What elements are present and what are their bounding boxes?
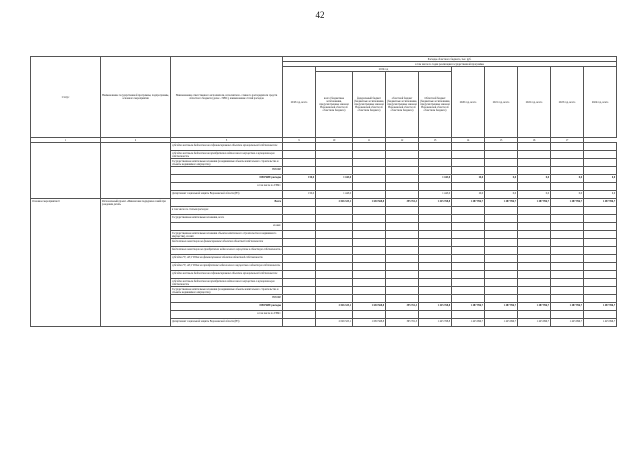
value-cell [353,143,386,151]
value-cell [485,239,518,247]
value-cell [353,167,386,175]
page-number: 42 [315,10,325,20]
header-2019-total: всего (бюджетные ассигнования, предусмотренные законом Воронежской области об областном бюджете) [316,72,353,138]
value-cell [485,255,518,263]
value-cell [386,271,419,279]
value-cell: 1 487 996,7 [452,303,485,311]
value-cell [518,159,551,167]
value-cell [485,143,518,151]
value-cell [452,263,485,271]
value-cell [485,215,518,223]
value-cell: 2 026 325,1 [316,199,353,207]
value-cell [419,167,452,175]
value-cell [452,239,485,247]
value-cell [386,207,419,215]
value-cell: 1 487 996,7 [518,199,551,207]
value-cell [551,255,584,263]
value-cell: 10,0 [452,175,485,183]
expense-label: Государственные капитальные вложения (в недвижимые объекты капитального строительства и объекты недвижимого имущества) [171,159,283,167]
value-cell [518,151,551,159]
value-cell [353,247,386,255]
value-cell [584,295,617,303]
expense-label: ПРОЧИЕ расходы [171,303,283,311]
value-cell [283,239,316,247]
value-cell: 0,0 [551,191,584,199]
value-cell [518,223,551,231]
value-cell [283,151,316,159]
value-cell: 1 425 996,7 [551,319,584,327]
value-cell [353,223,386,231]
value-cell [283,319,316,327]
value-cell [518,247,551,255]
expense-label: НИОКР [171,167,283,175]
column-number: 12 [386,138,419,143]
value-cell [386,231,419,239]
value-cell: 0,0 [485,175,518,183]
value-cell [452,247,485,255]
value-cell [353,295,386,303]
value-cell [452,151,485,159]
value-cell [353,191,386,199]
value-cell: 2 026 325,1 [316,303,353,311]
header-status: Статус [31,57,101,138]
expense-label: ПРОЧИЕ расходы [171,175,283,183]
value-cell [419,223,452,231]
value-cell [518,183,551,191]
value-cell [518,167,551,175]
column-number: 17 [551,138,584,143]
value-cell [518,215,551,223]
header-2019-extra: Областной бюджет (бюджетные ассигнования, предусмотренные законом Воронежской области об областном бюджете) [419,72,452,138]
value-cell [584,287,617,295]
value-cell [452,159,485,167]
value-cell: 395 761,3 [386,199,419,207]
value-cell [551,183,584,191]
value-cell: 1 425 768,8 [419,319,452,327]
value-cell [452,167,485,175]
header-2023: 2023 год, всего [551,67,584,138]
value-cell: 0,0 [551,175,584,183]
expense-label: Государственные капитальные вложения (в недвижимые объекты капитального строительства и объекты недвижимого имущества) [171,287,283,295]
value-cell [419,159,452,167]
value-cell [485,167,518,175]
value-cell [419,247,452,255]
value-cell [518,263,551,271]
value-cell [316,239,353,247]
value-cell [419,215,452,223]
value-cell [316,223,353,231]
value-cell [584,247,617,255]
value-cell [386,287,419,295]
header-budget-sub: в том числе по годам реализации государственной программы [283,62,617,67]
value-cell [584,279,617,287]
value-cell [419,311,452,319]
value-cell: 1 443,0 [419,175,452,183]
value-cell [518,279,551,287]
value-cell [419,239,452,247]
value-cell [419,279,452,287]
value-cell [283,295,316,303]
value-cell [551,263,584,271]
header-2020: 2020 год, всего [452,67,485,138]
value-cell [551,151,584,159]
value-cell [551,247,584,255]
value-cell [452,143,485,151]
value-cell [551,215,584,223]
column-number: 14 [452,138,485,143]
value-cell [485,263,518,271]
value-cell [386,175,419,183]
value-cell [518,287,551,295]
expense-label: субсидии местным бюджетам на софинансирование объектов муниципальной собственности [171,143,283,151]
expense-label: субсидии местным бюджетам на софинансирование объектов муниципальной собственности [171,271,283,279]
value-cell: 10,0 [452,191,485,199]
value-cell [353,311,386,319]
value-cell [584,223,617,231]
value-cell: 1 425 996,7 [584,319,617,327]
program-cell-empty [101,143,171,199]
value-cell [485,207,518,215]
value-cell [518,255,551,263]
table-row [31,143,617,151]
value-cell [485,183,518,191]
expense-label: из них: [171,223,283,231]
header-2024: 2024 год, всего [584,67,617,138]
value-cell [551,239,584,247]
value-cell [485,247,518,255]
value-cell [452,183,485,191]
column-number: 2 [101,138,171,143]
status-cell: Основное мероприятие 6 [31,199,101,327]
expense-label: Всего [171,199,283,207]
value-cell [518,239,551,247]
value-cell [283,215,316,223]
value-cell [283,167,316,175]
value-cell [316,207,353,215]
value-cell [316,215,353,223]
value-cell [518,143,551,151]
value-cell [419,255,452,263]
value-cell: 395 761,3 [386,319,419,327]
expense-label: бюджетные инвестиции на финансирование объектов областной собственности [171,239,283,247]
value-cell [316,287,353,295]
expense-label: субсидии ГУ, АУ, ГУПам на финансирование объектов областной собственности [171,255,283,263]
header-2019: 2019 год [316,67,452,72]
expense-label: субсидии ГУ, АУ, ГУПам на приобретение недвижимого имущества в областную собственность [171,263,283,271]
value-cell [485,231,518,239]
value-cell [551,223,584,231]
value-cell: 1 487 996,7 [551,199,584,207]
value-cell [386,183,419,191]
value-cell [419,263,452,271]
value-cell [419,207,452,215]
header-2022: 2022 год, всего [518,67,551,138]
expense-label: НИОКР [171,295,283,303]
value-cell: 150,0 [283,191,316,199]
value-cell [353,215,386,223]
value-cell: 1 630 568,8 [353,319,386,327]
value-cell [419,287,452,295]
value-cell [283,159,316,167]
value-cell: 1 487 996,7 [452,199,485,207]
value-cell: 0,0 [584,175,617,183]
value-cell [584,231,617,239]
value-cell [283,199,316,207]
column-number: 15 [485,138,518,143]
value-cell [283,143,316,151]
value-cell [283,207,316,215]
expense-label: субсидии местным бюджетам на приобретение недвижимого имущества в муниципальную собственность [171,151,283,159]
value-cell [316,271,353,279]
value-cell [485,279,518,287]
value-cell [316,255,353,263]
expense-label: в том числе по статьям расходов: [171,207,283,215]
value-cell: 1 487 996,7 [518,303,551,311]
header-2021: 2021 год, всего [485,67,518,138]
value-cell: 1 425 996,7 [518,319,551,327]
value-cell [283,287,316,295]
value-cell [584,167,617,175]
value-cell [419,143,452,151]
value-cell [485,159,518,167]
value-cell: 1 425 996,7 [485,319,518,327]
value-cell: 1 487 996,7 [485,303,518,311]
header-2019-federal: федеральный бюджет (бюджетные ассигнования, предусмотренные законом Воронежской области об областном бюджете) [353,72,386,138]
value-cell [419,271,452,279]
value-cell [584,143,617,151]
value-cell [419,231,452,239]
value-cell [386,279,419,287]
column-number: 3 [171,138,283,143]
value-cell: 1 487 996,7 [584,303,617,311]
value-cell [551,279,584,287]
value-cell: 1 443,0 [419,191,452,199]
value-cell [283,247,316,255]
value-cell [283,231,316,239]
value-cell [584,271,617,279]
value-cell [551,295,584,303]
value-cell [452,207,485,215]
value-cell: 1 425 768,8 [419,303,452,311]
value-cell [419,295,452,303]
value-cell [452,231,485,239]
value-cell [316,159,353,167]
value-cell [584,215,617,223]
value-cell [485,271,518,279]
expense-label: Государственные капитальные вложения, всего [171,215,283,223]
value-cell: 1 487 996,7 [485,199,518,207]
value-cell [353,239,386,247]
value-cell [316,247,353,255]
column-number: 16 [518,138,551,143]
value-cell [485,295,518,303]
value-cell [518,311,551,319]
value-cell: 1 443,0 [316,191,353,199]
header-budget-group: Расходы областного бюджета, тыс. руб. [283,57,617,62]
value-cell [283,223,316,231]
value-cell [386,263,419,271]
value-cell [584,263,617,271]
value-cell [551,159,584,167]
header-executor: Наименование ответственного исполнителя, исполнителя - главного распорядителя средств областного бюджета (далее - ГРБС), наименование статей расходов [171,57,283,138]
value-cell [452,255,485,263]
value-cell: 1 487 996,7 [584,199,617,207]
value-cell [584,151,617,159]
value-cell: 395 761,3 [386,303,419,311]
column-number: 9 [283,138,316,143]
value-cell: 1 630 568,8 [353,303,386,311]
value-cell [353,151,386,159]
value-cell [386,143,419,151]
value-cell [316,279,353,287]
expense-label: бюджетные инвестиции на приобретение недвижимого имущества в областную собственность [171,247,283,255]
value-cell [584,311,617,319]
value-cell [386,151,419,159]
value-cell [452,311,485,319]
value-cell [584,207,617,215]
value-cell [316,143,353,151]
status-cell-empty [31,143,101,199]
value-cell [283,271,316,279]
value-cell [283,311,316,319]
value-cell [452,223,485,231]
value-cell: 150,0 [283,175,316,183]
value-cell [353,287,386,295]
value-cell [485,223,518,231]
expense-label: Государственные капитальные вложения объекты капитального строительства и недвижимого имущества), из них: [171,231,283,239]
value-cell [386,215,419,223]
value-cell [283,255,316,263]
value-cell [551,207,584,215]
value-cell [386,311,419,319]
value-cell [316,263,353,271]
value-cell [316,167,353,175]
value-cell [386,191,419,199]
value-cell [518,295,551,303]
value-cell [386,223,419,231]
value-cell: 1 487 996,7 [551,303,584,311]
value-cell [452,271,485,279]
expense-label: субсидии местным бюджетам на приобретение недвижимого имущества в муниципальную собственность [171,279,283,287]
value-cell [551,231,584,239]
value-cell [584,183,617,191]
value-cell [386,167,419,175]
value-cell [353,207,386,215]
column-number: 10 [316,138,353,143]
program-cell: Региональный проект «Финансовая поддержка семей при рождении детей» [101,199,171,327]
expense-label: в том числе по ГРБС: [171,183,283,191]
value-cell [316,295,353,303]
value-cell: 0,0 [518,175,551,183]
value-cell: 1 425 768,8 [419,199,452,207]
value-cell: 1 630 568,8 [353,199,386,207]
value-cell [452,215,485,223]
value-cell [518,271,551,279]
expense-label: Департамент социальной защиты Воронежской области (ВЗ) [171,191,283,199]
value-cell [584,239,617,247]
value-cell [485,311,518,319]
value-cell [316,183,353,191]
value-cell [283,279,316,287]
value-cell [353,271,386,279]
budget-table [30,56,617,327]
value-cell [551,167,584,175]
value-cell [353,255,386,263]
column-number: 1 [31,138,101,143]
header-2018: 2018 год, всего [283,67,316,138]
value-cell [353,183,386,191]
column-number: 13 [419,138,452,143]
value-cell [353,175,386,183]
value-cell [551,143,584,151]
value-cell [283,183,316,191]
value-cell [353,231,386,239]
value-cell [316,231,353,239]
value-cell [353,263,386,271]
value-cell [452,287,485,295]
value-cell [584,159,617,167]
value-cell [551,311,584,319]
value-cell [283,303,316,311]
value-cell [386,239,419,247]
value-cell [419,183,452,191]
value-cell [386,295,419,303]
expense-label: Департамент социальной защиты Воронежской области (ВЗ) [171,319,283,327]
value-cell: 0,0 [584,191,617,199]
value-cell [551,287,584,295]
value-cell: 1 425 996,7 [452,319,485,327]
expense-label: в том числе по ГРБС: [171,311,283,319]
header-program: Наименование государственной программы, подпрограммы, основного мероприятия [101,57,171,138]
value-cell [386,159,419,167]
value-cell [386,255,419,263]
header-2019-regional: областной бюджет (бюджетные ассигнования, предусмотренные законом Воронежской области об областном бюджете) [386,72,419,138]
table-row [31,199,617,207]
value-cell [283,263,316,271]
value-cell [386,247,419,255]
value-cell [353,279,386,287]
value-cell: 0,0 [518,191,551,199]
column-number: 11 [353,138,386,143]
value-cell [452,295,485,303]
value-cell [551,271,584,279]
value-cell [518,207,551,215]
value-cell: 2 026 325,1 [316,319,353,327]
value-cell: 1 443,0 [316,175,353,183]
value-cell [316,311,353,319]
value-cell [485,287,518,295]
value-cell [485,151,518,159]
value-cell: 0,0 [485,191,518,199]
value-cell [518,231,551,239]
value-cell [584,255,617,263]
value-cell [419,151,452,159]
value-cell [353,159,386,167]
value-cell [452,279,485,287]
value-cell [316,151,353,159]
